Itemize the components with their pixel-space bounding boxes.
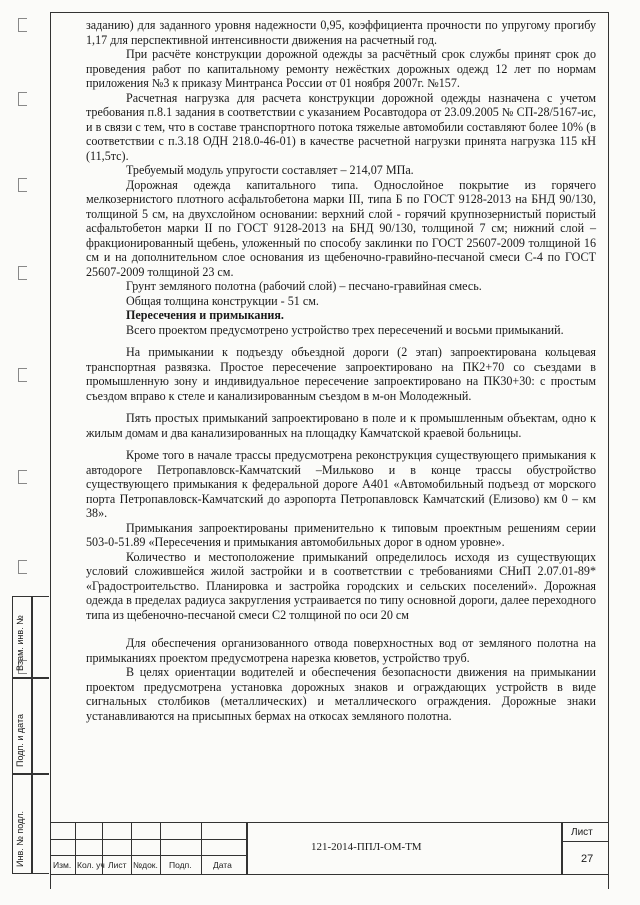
stamp-col-qty: Кол. уч [77,860,105,870]
paragraph: Расчетная нагрузка для расчета конструкции дорожной одежды назначена с учетом требования п.8.1 задания в соответствии с указанием Росавтодора от 23.09.2005 № СП-28/5167-ис, и в связи с тем, что в составе транспортного потока тяжелые автомобили составляют более 10% (в соответствии с п.3.18 ОДН 218.0-46-01) в качестве расчетной нагрузки принята нагрузка 115 кН (11,5тс). [86,90,596,163]
stamp-col-sign: Подп. [169,860,192,870]
paragraph: В целях ориентации водителей и обеспечения безопасности движения на примыкании проектом предусмотрена установка дорожных знаков и ограждающих устройств в виде сигнальных столбиков (металлических) и металлического ограждения. Дорожные знаки устанавливаются на присыпных бермах на откосах земляного полотна. [86,665,596,723]
stamp-col-sheet: Лист [108,860,127,870]
paragraph: Пять простых примыканий запроектировано в поле и к промышленным объектам, одно к жилым домам и два канализированных на площадку Камчатской краевой больницы. [86,411,596,440]
document-body [86,18,596,723]
stamp-col-date: Дата [213,860,232,870]
side-margin-box [12,596,49,874]
sheet-number: 27 [581,853,594,865]
side-label-inv-original: Инв. № подл. [15,810,25,867]
sheet-label: Лист [571,827,593,838]
paragraph: Дорожная одежда капитального типа. Однослойное покрытие из горячего мелкозернистого плотного асфальтобетона марки III, типа Б по ГОСТ 9128-2013 на БНД 90/130, толщиной 5 см, на двухслойном основании: верхний слой - горячий крупнозернистый пористый асфальтобетон марки II по ГОСТ 9128-2013 на БНД 90/130, толщиной 7 см; нижний слой – фракционированный щебень, уложенный по способу заклинки по ГОСТ 25607-2009 толщиной 16 см и на дополнительном слое основания из щебеночно-гравийно-песчаной смеси С-4 по ГОСТ 25607-2009 толщиной 23 см. [86,177,596,279]
section-heading: Пересечения и примыкания. [126,308,284,322]
paragraph: Общая толщина конструкции - 51 см. [126,293,319,308]
paragraph: Для обеспечения организованного отвода поверхностных вод от земляного полотна на примыканиях проектом предусмотрена нарезка кюветов, устройство труб. [86,636,596,665]
title-block [50,822,609,875]
paragraph: заданию) для заданного уровня надежности 0,95, коэффициента прочности по упругому прогибу 1,17 для перспективной интенсивности движения на расчетный год. [86,18,596,47]
paragraph: Грунт земляного полотна (рабочий слой) – песчано-гравийная смесь. [126,279,482,293]
paragraph: При расчёте конструкции дорожной одежды за расчётный срок службы принят срок до проведения работ по капитальному ремонту нежёстких дорожных одежд 12 лет по нормам приложения №3 к приказу Минтранса России от 01 ноября 2007г. №157. [86,47,596,90]
paragraph: Количество и местоположение примыканий определилось исходя из существующих условий сложившейся жилой застройки и в соответствии с требованиями СНиП 2.07.01-89* «Градостроительство. Планировка и застройка городских и сельских поселений». Дорожная одежда в пределах радиуса закругления устраивается по типу основной дороги, далее переходного типа из щебеночно-песчаной смеси С2 толщиной по оси 20 см [86,549,596,622]
side-label-sign-date: Подп. и дата [15,713,25,767]
paragraph: Всего проектом предусмотрено устройство трех пересечений и восьми примыканий. [126,322,564,337]
paragraph: Кроме того в начале трассы предусмотрена реконструкция существующего примыкания к автодороге Петропавловск-Камчатский –Мильково и в конце трассы обустройство существующего примыкания к федеральной дороге А401 «Автомобильный подъезд от морского порта Петропавловск-Камчатский до аэропорта Петропавловск Камчатский (Елизово) км 0 – км 38». [86,448,596,520]
side-label-replace-inv: Взам. инв. № [15,615,25,671]
document-code: 121-2014-ППЛ-ОМ-ТМ [311,841,422,853]
paragraph: Примыкания запроектированы применительно к типовым проектным решениям серии 503-0-51.89 «Пересечения и примыкания автомобильных дорог в одном уровне». [86,520,596,549]
paragraph: Требуемый модуль упругости составляет – 214,07 МПа. [126,163,414,177]
stamp-col-change: Изм. [53,860,72,870]
stamp-col-docnum: №док. [133,860,158,870]
paragraph: На примыкании к подъезду объездной дороги (2 этап) запроектирована кольцевая транспортная развязка. Простое пересечение запроектировано на ПК2+70 со съездами в промышленную зону и индивидуальное пересечение запроектировано на ПК30+30: с простым съездом вправо к стеле и канализированным съездом в м-он Молодежный. [86,345,596,403]
